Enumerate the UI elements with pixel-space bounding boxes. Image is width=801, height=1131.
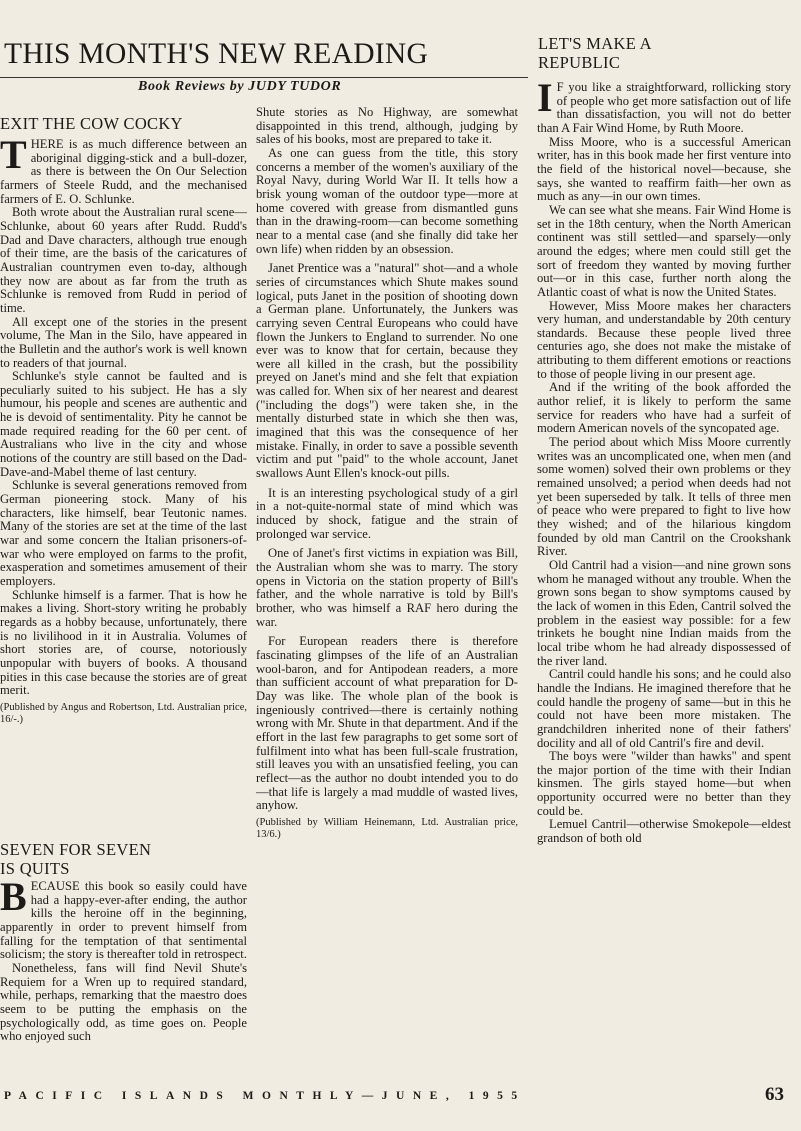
article-paragraph: Nonetheless, fans will find Nevil Shute's Requiem for a Wren up to required standard, while, perhaps, remarking that the maestro does seem to be putting the emphasis on the psychologically odd, as time goes on. People who enjoyed such	[0, 960, 247, 1044]
drop-cap: I	[537, 75, 553, 120]
title-divider	[0, 77, 528, 78]
publisher-note: (Published by Angus and Robertson, Ltd. Australian price, 16/-.)	[0, 701, 247, 725]
publisher-note: (Published by William Heinemann, Ltd. Australian price, 13/6.)	[256, 816, 518, 840]
article-paragraph: Janet Prentice was a "natural" shot—and a whole series of circumstances which Shute makes sound logical, puts Janet in the position of shooting down a German plane. Unfortunately, the Junkers was carrying seven Central Europeans who could have flown the Junkers to England to surrender. No one ever was to know that for certain, because they were all killed in the crash, but the possibility preyed on Janet's mind and she felt that expiation was called for. When six of her nearest and dearest ("including the dogs") were taken she, in the mentally disturbed state in which she then was, imagined that this was the consequence of her mistake. Finally, in order to save a possible seventh victim and put "paid" to the whole account, Janet swallows Aunt Ellen's knock-out pills.	[256, 261, 518, 481]
footer-publication-line: PACIFIC ISLANDS MONTHLY—JUNE, 1955	[4, 1090, 526, 1102]
article-column-left-lower	[0, 874, 247, 1044]
article-paragraph: The period about which Miss Moore currently writes was an uncomplicated one, when men (and some women) solved their own problems or they remained unsolved; a period when deeds had not yet been superseded by talk. It tells of three men of peace who were prepared to fight to live how they wished; and of the hilarious kingdom founded by old man Cantril on the Crookshank River.	[537, 435, 791, 559]
article-paragraph: However, Miss Moore makes her characters very human, and understandable by 20th century standards. Because these people lived three centuries ago, she does not make the mistake of attributing to them different emotions or reactions to those of people living in our present age.	[537, 298, 791, 381]
article-paragraph: Lemuel Cantril—otherwise Smokepole—eldest grandson of both old	[537, 817, 791, 846]
page-footer	[0, 1086, 801, 1108]
article-column-left	[0, 132, 247, 726]
article-paragraph: Both wrote about the Australian rural scene—Schlunke, about 60 years after Rudd. Rudd's Dad and Dave characters, although true enough of their time, are the basis of the caricatures of Australian countrymen even to-day, although they now are about as far from the truth as Schlunke is removed from Rudd in period of time.	[0, 205, 247, 315]
section-heading-exit-the-cow-cocky: EXIT THE COW COCKY	[0, 114, 183, 133]
article-paragraph: All except one of the stories in the present volume, The Man in the Silo, have appeared in the Bulletin and the author's work is well known to readers of that journal.	[0, 314, 247, 370]
article-paragraph: For European readers there is therefore fascinating glimpses of the life of an Australian wool-baron, and for Antipodean readers, a more than sufficient account of what preparation for D-Day was like. The whole plan of the book is ingeniously contrived—there is certainly nothing wrong with Mr. Shute in that department. And if the effort in the last few paragraphs to get some sort of fulfilment into what has been full-scale frustration, still leaves you with an unsatisfied feeling, you can reflect—as the author no doubt intended you to do—that life is largely a mad muddle of wasted lives, anyhow.	[256, 634, 518, 813]
article-paragraph: Schlunke himself is a farmer. That is how he makes a living. Short-story writing he probably regards as a hobby because, unfortunately, there is no livilihood in it in Australia. Volumes of short stories are, of course, notoriously unpopular with buyers of books. A thousand pities in this case because the stories are of great merit.	[0, 587, 247, 698]
article-paragraph: Schlunke's style cannot be faulted and is peculiarly suited to his subject. He has a sly humour, his people and scenes are authentic and he is devoid of sentimentality. Pity he cannot be made required reading for the 60 per cent. of Australians who live in the city and whose notions of the country are still based on the Dad-Dave-and-Mabel theme of last century.	[0, 369, 247, 479]
article-paragraph: As one can guess from the title, this story concerns a member of the women's auxiliary of the Royal Navy, during World War II. It tells how a brisk young woman of the outdoor type—more at home covered with grease from dismantled guns than in the drawing-room—can become something near to a mental case (and she finally did take her own life) when ridden by an obsession.	[256, 145, 518, 256]
article-paragraph: BECAUSE this book so easily could have had a happy-ever-after ending, the author kills the heroine off in the beginning, apparently in order to prevent himself from falling for the temptation of that sentimental solicism; the story is thereafter told in retrospect.	[0, 874, 247, 962]
article-paragraph: I F you like a straightforward, rollicking story of people who get more satisfaction out of life than dissatisfaction, you will not do better than A Fair Wind Home, by Ruth Moore.	[537, 75, 791, 135]
section-heading-lets-make-a-republic: LET'S MAKE A REPUBLIC	[538, 34, 652, 72]
article-paragraph: The boys were "wilder than hawks" and spent the major portion of the time with their Indian kinsmen. The girls stayed home—but when opportunity occurred were no better than they could be.	[537, 749, 791, 818]
article-paragraph: One of Janet's first victims in expiation was Bill, the Australian whom she was to marry. The story opens in Victoria on the station property of Bill's father, and the whole narrative is told by Bill's brother, who was himself a RAF hero during the war.	[256, 546, 518, 629]
byline: Book Reviews by JUDY TUDOR	[138, 79, 342, 94]
article-column-right	[537, 75, 791, 846]
article-paragraph: It is an interesting psychological study of a girl in a not-quite-normal state of mind which was induced by shock, fatigue and the strain of prolonged war service.	[256, 485, 518, 541]
page-number: 63	[765, 1084, 784, 1105]
drop-cap: B	[0, 874, 27, 919]
article-paragraph: And if the writing of the book afforded the author relief, it is likely to perform the same service for readers who have had a surfeit of modern American novels of the syncopated age.	[537, 380, 791, 436]
article-paragraph: Miss Moore, who is a successful American writer, has in this book made her first venture into the field of the historical novel—because, she says, she wanted to reaffirm faith—her own as much as any—in our own times.	[537, 134, 791, 204]
article-paragraph: Old Cantril had a vision—and nine grown sons whom he managed without any trouble. When the grown sons began to show symptoms caused by the lack of women in this Eden, Cantril solved the problem in the easiest way possible: for a few trinkets he bought nine Indian maids from the local tribe whom he had already dispossessed of the river land.	[537, 557, 791, 668]
article-paragraph: We can see what she means. Fair Wind Home is set in the 18th century, when the North American continent was still settled—and sparsely—only around the edges; where men could still get the sort of freedom they wanted by moving further out—or in this case, further north along the Atlantic coast of what is now the United States.	[537, 202, 791, 299]
article-paragraph: Schlunke is several generations removed from German pioneering stock. Many of his characters, like himself, bear Teutonic names. Many of the stories are set at the time of the last war and some concern the Italian prisoners-of-war who were employed on farms to the profit, exasperation and sometimes amusement of their employers.	[0, 478, 247, 588]
section-heading-seven-for-seven: SEVEN FOR SEVEN IS QUITS	[0, 840, 152, 878]
drop-cap: T	[0, 132, 27, 177]
page-title: THIS MONTH'S NEW READING	[4, 38, 429, 70]
article-paragraph: Shute stories as No Highway, are somewhat disappointed in this trend, although, judging by sales of his books, most are prepared to take it.	[256, 105, 518, 147]
article-column-middle	[256, 106, 518, 841]
article-paragraph: THERE is as much difference between an aboriginal digging-stick and a bull-dozer, as there is between the On Our Selection farmers of Steele Rudd, and the mechanised farmers of E. O. Schlunke.	[0, 132, 247, 206]
article-paragraph: Cantril could handle his sons; and he could also handle the Indians. He imagined therefore that he could handle the progeny of same—but in this he could not have been more mistaken. The grandchildren inherited none of their fathers' docility and all of old Cantril's fire and devil.	[537, 667, 791, 750]
